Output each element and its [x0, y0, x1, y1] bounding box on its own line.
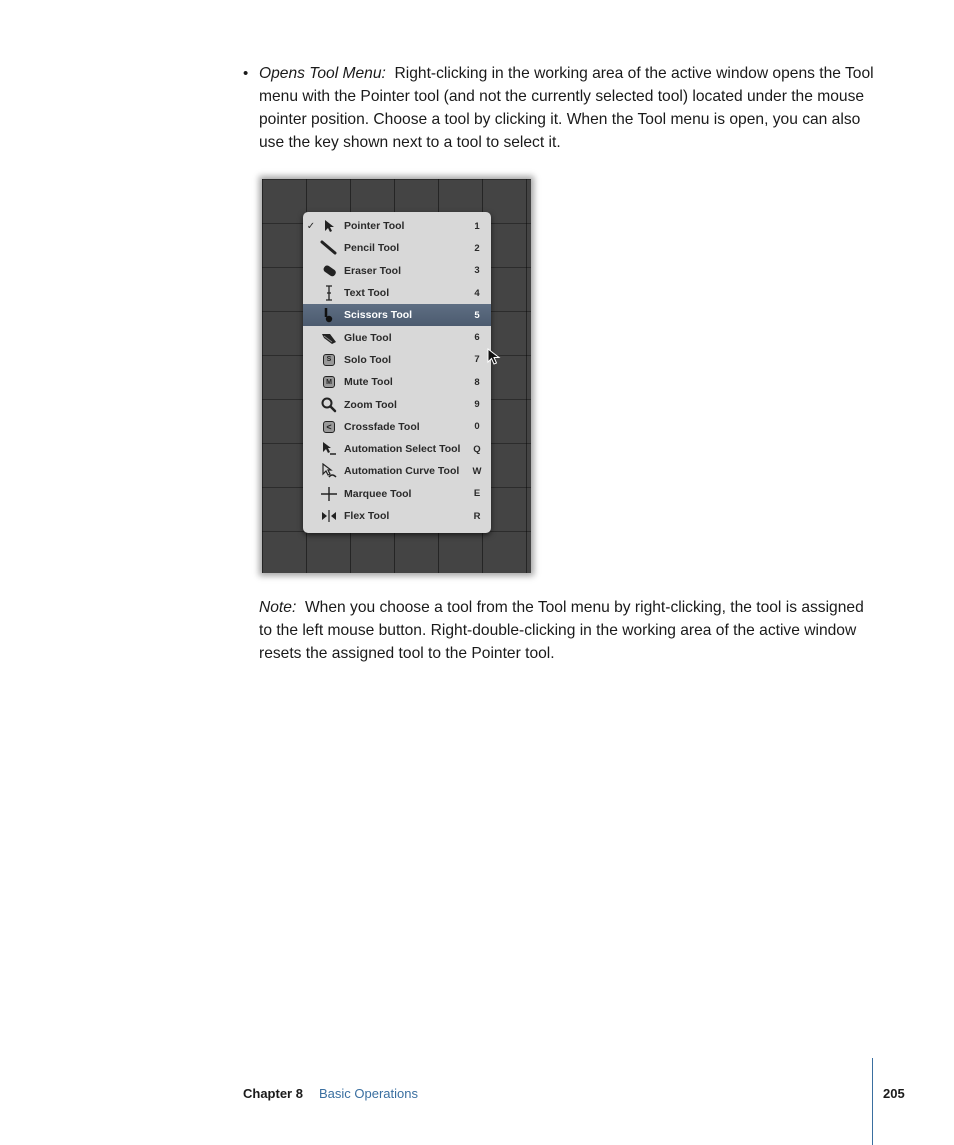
menu-item-pencil-tool[interactable] — [303, 237, 491, 259]
solo-icon: S — [323, 354, 335, 366]
check-mark-icon: ✓ — [306, 220, 316, 232]
bullet-lead: Opens Tool Menu: — [259, 65, 386, 82]
mouse-cursor-icon — [487, 348, 501, 366]
menu-item-shortcut: W — [472, 465, 482, 477]
pencil-icon — [319, 239, 339, 257]
menu-item-label: Marquee Tool — [344, 487, 412, 500]
mute-icon: M — [323, 376, 335, 388]
glue-icon — [319, 329, 339, 347]
footer-section-title: Basic Operations — [319, 1086, 418, 1101]
menu-item-shortcut: Q — [473, 443, 481, 455]
note-text: When you choose a tool from the Tool menu by right-clicking, the tool is assigned to the left mouse button. Right-double-clicking in the working area of the active window resets the assigned tool to the Pointer tool. — [259, 599, 864, 662]
menu-item-eraser-tool[interactable] — [303, 260, 491, 282]
tool-menu — [303, 212, 491, 533]
menu-item-mute-tool[interactable] — [303, 371, 491, 393]
menu-item-shortcut: 9 — [474, 399, 480, 411]
menu-item-glue-tool[interactable] — [303, 326, 491, 348]
menu-item-label: Pointer Tool — [344, 220, 405, 233]
menu-item-label: Eraser Tool — [344, 264, 401, 277]
menu-item-shortcut: 8 — [474, 376, 480, 388]
menu-item-shortcut: 5 — [474, 309, 480, 321]
menu-item-label: Solo Tool — [344, 353, 392, 366]
menu-item-label: Automation Select Tool — [344, 443, 461, 456]
menu-item-marquee-tool[interactable] — [303, 483, 491, 505]
bullet-symbol: • — [243, 65, 249, 82]
menu-item-solo-tool[interactable] — [303, 349, 491, 371]
menu-item-automation-select-tool[interactable] — [303, 438, 491, 460]
menu-item-shortcut: 2 — [474, 242, 480, 254]
page-number: 205 — [883, 1086, 905, 1101]
menu-item-shortcut: E — [473, 488, 481, 500]
menu-item-label: Crossfade Tool — [344, 420, 420, 433]
text-cursor-icon — [319, 284, 339, 302]
menu-item-shortcut: 7 — [474, 354, 480, 366]
pointer-icon — [319, 217, 339, 235]
zoom-icon — [319, 396, 339, 414]
automation-curve-icon — [319, 462, 339, 480]
automation-select-icon — [319, 440, 339, 458]
menu-item-shortcut: 3 — [474, 265, 480, 277]
menu-item-label: Scissors Tool — [344, 309, 413, 322]
tool-menu-screenshot — [262, 179, 531, 573]
menu-item-label: Automation Curve Tool — [344, 465, 460, 478]
menu-item-label: Flex Tool — [344, 510, 390, 522]
menu-item-automation-curve-tool[interactable] — [303, 460, 491, 482]
menu-item-shortcut: 4 — [474, 287, 480, 299]
menu-item-crossfade-tool[interactable] — [303, 416, 491, 438]
menu-item-shortcut: 6 — [474, 332, 480, 344]
menu-item-text-tool[interactable] — [303, 282, 491, 304]
menu-item-label: Glue Tool — [344, 331, 392, 344]
eraser-icon — [319, 262, 339, 280]
bullet-paragraph — [259, 62, 879, 154]
footer-divider — [872, 1058, 873, 1145]
crossfade-icon: < — [323, 421, 335, 433]
marquee-icon — [319, 485, 339, 503]
note-paragraph — [259, 596, 879, 665]
menu-item-zoom-tool[interactable] — [303, 393, 491, 415]
menu-item-shortcut: 1 — [474, 220, 480, 232]
bullet-text: Right-clicking in the working area of the active window opens the Tool menu with the Pointer tool (and not the currently selected tool) located under the mouse pointer position. Choose a tool by clicking it. When the Tool menu is open, you can also use the key shown next to a tool to select it. — [259, 65, 874, 151]
footer-chapter: Chapter 8 — [243, 1086, 303, 1101]
menu-item-shortcut: 0 — [474, 421, 480, 433]
menu-item-label: Mute Tool — [344, 376, 393, 389]
menu-item-label: Text Tool — [344, 287, 390, 300]
menu-item-shortcut: R — [473, 510, 481, 522]
menu-item-label: Pencil Tool — [344, 242, 400, 255]
menu-item-label: Zoom Tool — [344, 398, 397, 411]
menu-item-scissors-tool[interactable] — [303, 304, 491, 326]
scissors-icon — [319, 306, 339, 324]
flex-icon — [319, 507, 339, 525]
menu-item-pointer-tool[interactable] — [303, 215, 491, 237]
menu-item-flex-tool[interactable] — [303, 505, 491, 527]
note-lead: Note: — [259, 599, 297, 616]
